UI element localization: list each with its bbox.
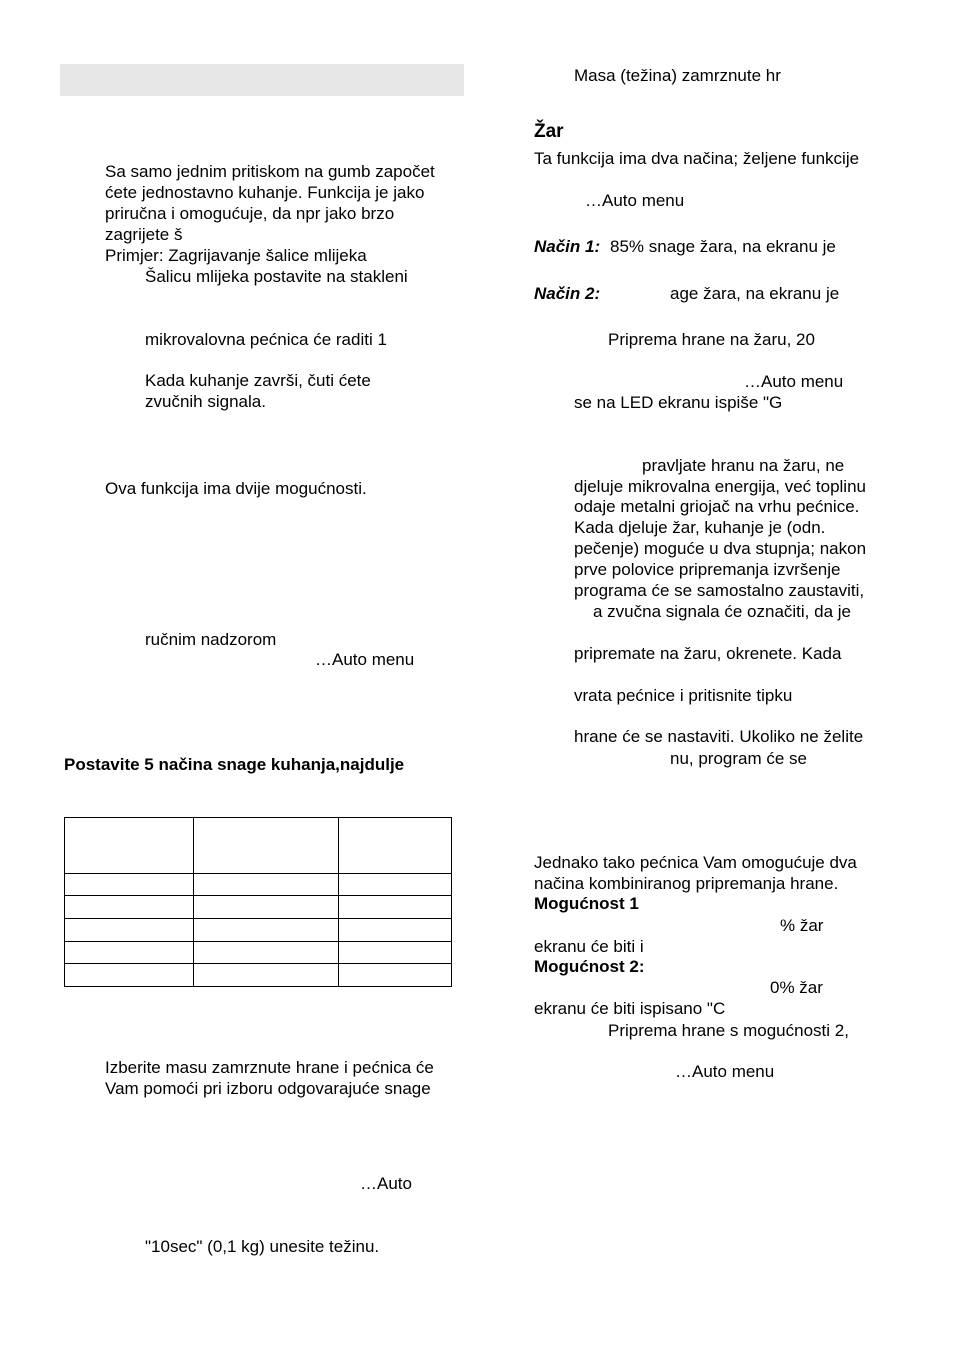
auto-menu-label: …Auto menu bbox=[315, 650, 415, 669]
example-line: Primjer: Zagrijavanje šalice mlijeka bbox=[105, 246, 367, 265]
grill-para-2: djeluje mikrovalna energija, već toplinu bbox=[574, 477, 866, 496]
manual-control: ručnim nadzorom bbox=[145, 630, 277, 649]
table-cell bbox=[339, 818, 452, 874]
defrost-line-2: Vam pomoći pri izboru odgovarajuće snage bbox=[105, 1079, 431, 1098]
grill-para-3: odaje metalni griojač na vrhu pećnice. bbox=[574, 497, 860, 516]
grill-para-5: pečenje) moguće u dva stupnja; nakon bbox=[574, 539, 867, 558]
section-header-bar bbox=[60, 64, 464, 96]
table-cell bbox=[65, 896, 194, 919]
table-cell bbox=[194, 874, 339, 896]
auto-menu-b: …Auto menu bbox=[744, 372, 844, 391]
table-cell bbox=[339, 874, 452, 896]
intro-line-2: ćete jednostavno kuhanje. Funkcija je jako bbox=[105, 183, 425, 202]
grill-para-8: a zvučna signala će označiti, da je bbox=[593, 602, 851, 621]
table-cell bbox=[65, 919, 194, 942]
grill-heading: Žar bbox=[534, 121, 564, 142]
table-cell bbox=[339, 896, 452, 919]
combo-line-2: načina kombiniranog pripremanja hrane. bbox=[534, 874, 839, 893]
finish-line-1: Kada kuhanje završi, čuti ćete bbox=[145, 371, 371, 390]
microwave-run: mikrovalovna pećnica će raditi 1 bbox=[145, 330, 387, 349]
two-options: Ova funkcija ima dvije mogućnosti. bbox=[105, 479, 367, 498]
option1-label: Mogućnost 1 bbox=[534, 894, 639, 913]
program-line: nu, program će se bbox=[670, 749, 808, 768]
mode1-label: Način 1: bbox=[534, 237, 601, 256]
table-cell bbox=[339, 964, 452, 987]
table-cell bbox=[65, 964, 194, 987]
option2-example: Priprema hrane s mogućnosti 2, bbox=[608, 1021, 849, 1040]
grill-intro: Ta funkcija ima dva načina; željene funkcije bbox=[534, 149, 860, 168]
grill-para-4: Kada djeluje žar, kuhanje je (odn. bbox=[574, 518, 826, 537]
table-cell bbox=[194, 964, 339, 987]
led-display: se na LED ekranu ispiše "G bbox=[574, 393, 783, 412]
finish-line-2: zvučnih signala. bbox=[145, 392, 266, 411]
door-button: vrata pećnice i pritisnite tipku bbox=[574, 686, 793, 705]
option1-pct: % žar bbox=[780, 916, 824, 935]
combo-line-1: Jednako tako pećnica Vam omogućuje dva bbox=[534, 853, 857, 872]
power-levels-heading: Postavite 5 načina snage kuhanja,najdulje bbox=[64, 755, 405, 774]
table-cell bbox=[65, 818, 194, 874]
table-cell bbox=[65, 874, 194, 896]
intro-line-4: zagrijete š bbox=[105, 225, 183, 244]
table-cell bbox=[194, 942, 339, 964]
mode1-text: 85% snage žara, na ekranu je bbox=[610, 237, 836, 256]
auto-menu-c: …Auto menu bbox=[675, 1062, 775, 1081]
option2-label: Mogućnost 2: bbox=[534, 957, 645, 976]
mode2-text: age žara, na ekranu je bbox=[670, 284, 840, 303]
option1-screen: ekranu će biti i bbox=[534, 937, 644, 956]
option2-screen: ekranu će biti ispisano "C bbox=[534, 999, 726, 1018]
table-cell bbox=[194, 896, 339, 919]
intro-line-3: priručna i omogućuje, da npr jako brzo bbox=[105, 204, 395, 223]
defrost-line-1: Izberite masu zamrznute hrane i pećnica će bbox=[105, 1058, 434, 1077]
auto-menu-a: …Auto menu bbox=[585, 191, 685, 210]
table-cell bbox=[339, 942, 452, 964]
table-cell bbox=[65, 942, 194, 964]
power-table bbox=[64, 817, 452, 987]
option2-pct: 0% žar bbox=[770, 978, 823, 997]
continue-line: hrane će se nastaviti. Ukoliko ne želite bbox=[574, 727, 864, 746]
cup-step: Šalicu mlijeka postavite na stakleni bbox=[145, 267, 408, 286]
turn-food: pripremate na žaru, okrenete. Kada bbox=[574, 644, 842, 663]
grill-para-7: programa će se samostalno zaustaviti, bbox=[574, 581, 865, 600]
auto-label: …Auto bbox=[360, 1174, 412, 1193]
table-cell bbox=[194, 919, 339, 942]
frozen-mass: Masa (težina) zamrznute hr bbox=[574, 66, 781, 85]
grill-example: Priprema hrane na žaru, 20 bbox=[608, 330, 815, 349]
weight-entry: "10sec" (0,1 kg) unesite težinu. bbox=[145, 1237, 380, 1256]
table-cell bbox=[194, 818, 339, 874]
mode2-label: Način 2: bbox=[534, 284, 601, 303]
intro-line-1: Sa samo jednim pritiskom na gumb započet bbox=[105, 162, 435, 181]
grill-para-6: prve polovice pripremanja izvršenje bbox=[574, 560, 841, 579]
grill-para-1: pravljate hranu na žaru, ne bbox=[642, 456, 845, 475]
table-cell bbox=[339, 919, 452, 942]
